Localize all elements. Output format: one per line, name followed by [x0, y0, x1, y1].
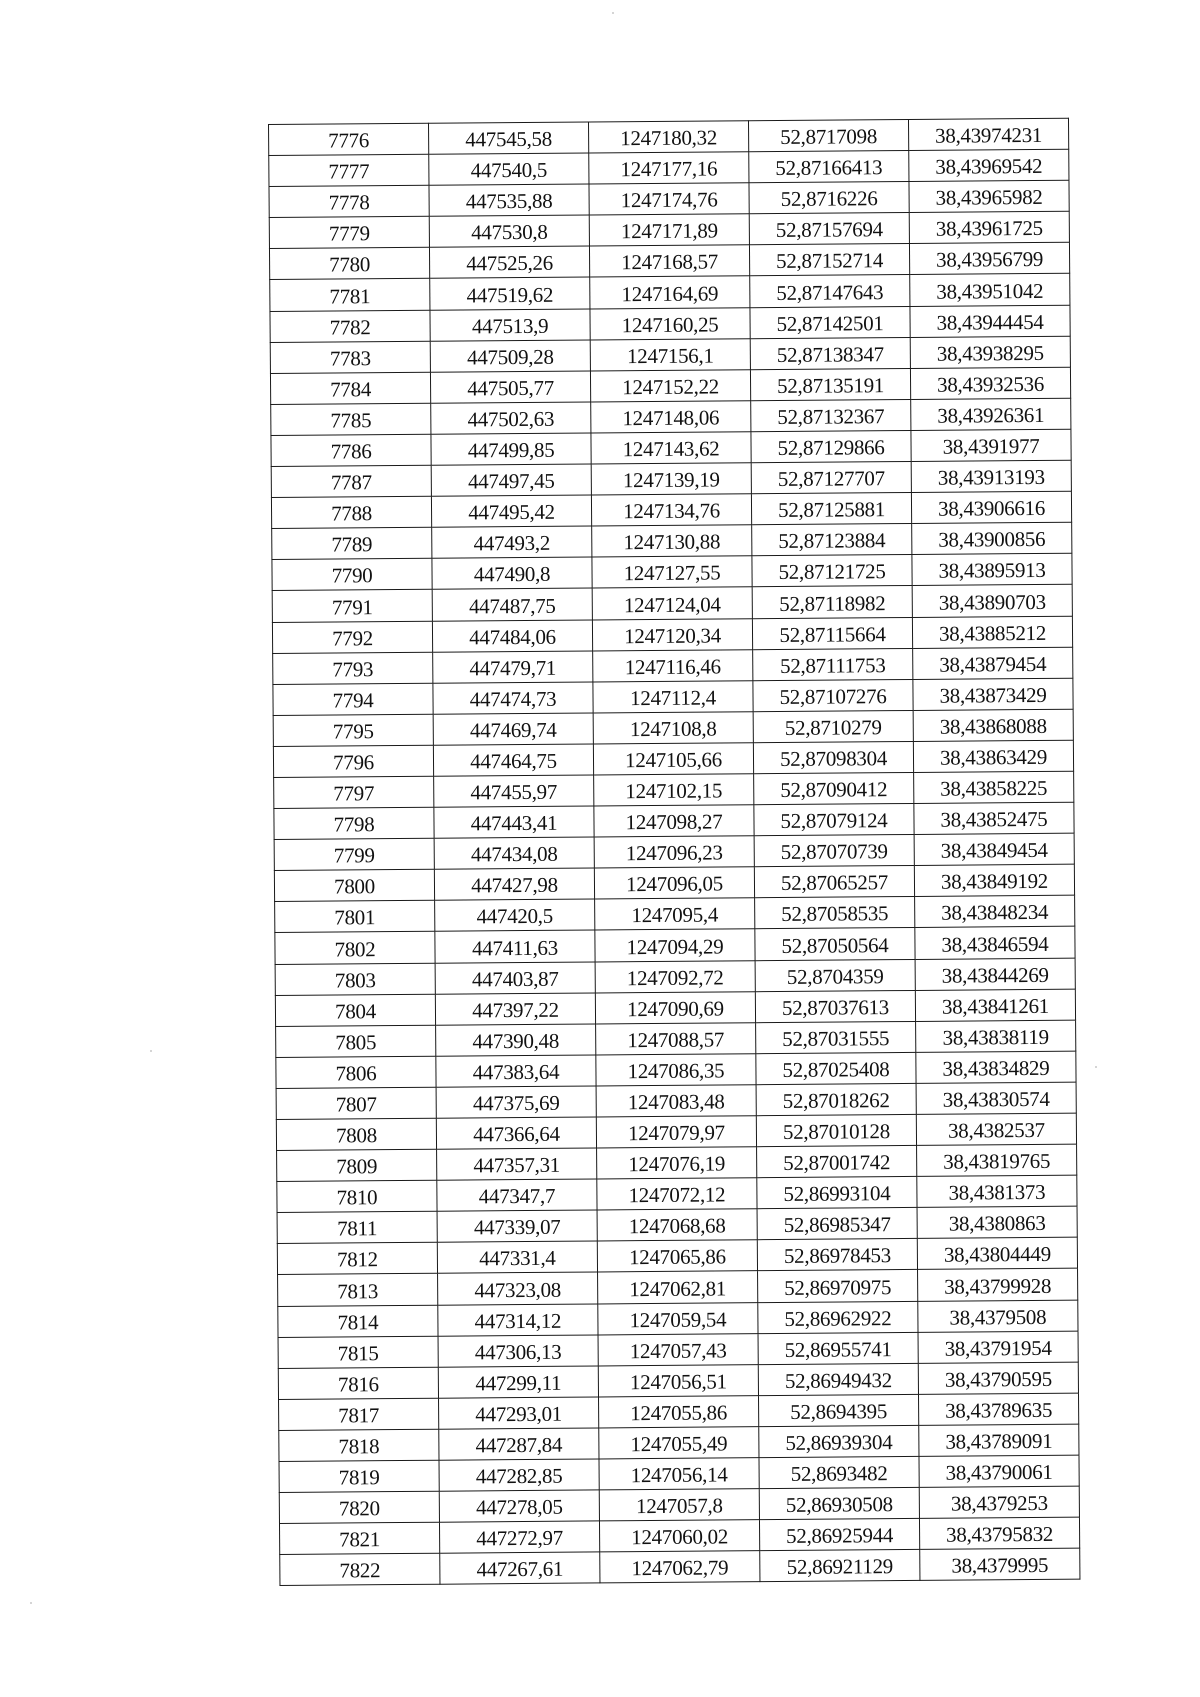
y-coordinate-cell: 1247143,62: [591, 432, 751, 464]
point-number-cell: 7804: [275, 994, 435, 1026]
y-coordinate-cell: 1247120,34: [592, 618, 752, 650]
latitude-cell: 52,87147643: [750, 275, 910, 307]
y-coordinate-cell: 1247076,19: [597, 1147, 757, 1179]
x-coordinate-cell: 447502,63: [431, 402, 591, 434]
y-coordinate-cell: 1247088,57: [596, 1022, 756, 1054]
latitude-cell: 52,87001742: [757, 1146, 917, 1178]
y-coordinate-cell: 1247105,66: [593, 743, 753, 775]
y-coordinate-cell: 1247168,57: [589, 245, 749, 277]
longitude-cell: 38,4391977: [911, 429, 1071, 461]
x-coordinate-cell: 447464,75: [433, 744, 593, 776]
coordinates-table-body: [269, 118, 1080, 1586]
x-coordinate-cell: 447443,41: [434, 806, 594, 838]
y-coordinate-cell: 1247108,8: [593, 711, 753, 743]
point-number-cell: 7780: [269, 248, 429, 280]
x-coordinate-cell: 447411,63: [435, 930, 595, 962]
y-coordinate-cell: 1247148,06: [591, 401, 751, 433]
latitude-cell: 52,87142501: [750, 306, 910, 338]
longitude-cell: 38,43844269: [915, 958, 1075, 990]
y-coordinate-cell: 1247102,15: [594, 774, 754, 806]
point-number-cell: 7789: [272, 527, 432, 559]
x-coordinate-cell: 447474,73: [433, 682, 593, 714]
latitude-cell: 52,87098304: [753, 741, 913, 773]
longitude-cell: 38,43944454: [910, 305, 1070, 337]
point-number-cell: 7816: [278, 1367, 438, 1399]
x-coordinate-cell: 447403,87: [435, 961, 595, 993]
point-number-cell: 7802: [275, 932, 435, 964]
latitude-cell: 52,8693482: [759, 1456, 919, 1488]
y-coordinate-cell: 1247096,05: [594, 867, 754, 899]
y-coordinate-cell: 1247072,12: [597, 1178, 757, 1210]
y-coordinate-cell: 1247057,8: [599, 1489, 759, 1521]
longitude-cell: 38,43795832: [919, 1517, 1079, 1549]
point-number-cell: 7811: [277, 1211, 437, 1243]
latitude-cell: 52,87127707: [751, 461, 911, 493]
latitude-cell: 52,87152714: [749, 244, 909, 276]
point-number-cell: 7776: [269, 123, 429, 155]
longitude-cell: 38,43830574: [916, 1082, 1076, 1114]
y-coordinate-cell: 1247171,89: [589, 214, 749, 246]
latitude-cell: 52,87018262: [756, 1083, 916, 1115]
x-coordinate-cell: 447499,85: [431, 433, 591, 465]
point-number-cell: 7784: [270, 372, 430, 404]
y-coordinate-cell: 1247095,4: [595, 898, 755, 930]
y-coordinate-cell: 1247094,29: [595, 929, 755, 961]
scan-speck: [612, 12, 614, 14]
longitude-cell: 38,4381373: [917, 1175, 1077, 1207]
point-number-cell: 7785: [271, 403, 431, 435]
longitude-cell: 38,43799928: [918, 1269, 1078, 1301]
longitude-cell: 38,43868088: [913, 709, 1073, 741]
x-coordinate-cell: 447267,61: [440, 1552, 600, 1584]
longitude-cell: 38,43895913: [912, 554, 1072, 586]
x-coordinate-cell: 447293,01: [439, 1397, 599, 1429]
latitude-cell: 52,87129866: [751, 430, 911, 462]
point-number-cell: 7791: [272, 590, 432, 622]
y-coordinate-cell: 1247056,51: [598, 1364, 758, 1396]
latitude-cell: 52,87065257: [754, 866, 914, 898]
point-number-cell: 7779: [269, 217, 429, 249]
point-number-cell: 7795: [273, 714, 433, 746]
y-coordinate-cell: 1247174,76: [589, 183, 749, 215]
x-coordinate-cell: 447519,62: [430, 277, 590, 309]
longitude-cell: 38,43951042: [910, 274, 1070, 306]
x-coordinate-cell: 447323,08: [438, 1272, 598, 1304]
x-coordinate-cell: 447427,98: [434, 868, 594, 900]
longitude-cell: 38,43846594: [915, 927, 1075, 959]
longitude-cell: 38,43938295: [910, 336, 1070, 368]
longitude-cell: 38,43906616: [911, 491, 1071, 523]
longitude-cell: 38,43834829: [916, 1051, 1076, 1083]
latitude-cell: 52,87138347: [750, 337, 910, 369]
longitude-cell: 38,4382537: [916, 1113, 1076, 1145]
x-coordinate-cell: 447331,4: [437, 1241, 597, 1273]
y-coordinate-cell: 1247059,54: [598, 1302, 758, 1334]
y-coordinate-cell: 1247112,4: [593, 680, 753, 712]
latitude-cell: 52,8717098: [748, 119, 908, 151]
longitude-cell: 38,43863429: [913, 740, 1073, 772]
latitude-cell: 52,87025408: [756, 1052, 916, 1084]
longitude-cell: 38,43900856: [912, 522, 1072, 554]
latitude-cell: 52,86921129: [760, 1550, 920, 1582]
point-number-cell: 7805: [276, 1025, 436, 1057]
point-number-cell: 7801: [275, 901, 435, 933]
point-number-cell: 7783: [270, 341, 430, 373]
longitude-cell: 38,43841261: [915, 989, 1075, 1021]
longitude-cell: 38,43838119: [916, 1020, 1076, 1052]
y-coordinate-cell: 1247139,19: [591, 463, 751, 495]
point-number-cell: 7798: [274, 807, 434, 839]
y-coordinate-cell: 1247127,55: [592, 556, 752, 588]
scan-speck: [1095, 1066, 1097, 1068]
y-coordinate-cell: 1247124,04: [592, 587, 752, 619]
x-coordinate-cell: 447278,05: [439, 1490, 599, 1522]
point-number-cell: 7822: [280, 1554, 440, 1586]
latitude-cell: 52,87166413: [749, 151, 909, 183]
longitude-cell: 38,43849454: [914, 833, 1074, 865]
x-coordinate-cell: 447357,31: [437, 1148, 597, 1180]
latitude-cell: 52,87111753: [753, 648, 913, 680]
latitude-cell: 52,86930508: [759, 1488, 919, 1520]
latitude-cell: 52,87031555: [756, 1021, 916, 1053]
point-number-cell: 7794: [273, 683, 433, 715]
x-coordinate-cell: 447282,85: [439, 1459, 599, 1491]
point-number-cell: 7777: [269, 154, 429, 186]
x-coordinate-cell: 447455,97: [434, 775, 594, 807]
latitude-cell: 52,87050564: [755, 928, 915, 960]
point-number-cell: 7800: [274, 869, 434, 901]
point-number-cell: 7799: [274, 838, 434, 870]
x-coordinate-cell: 447314,12: [438, 1304, 598, 1336]
y-coordinate-cell: 1247152,22: [590, 369, 750, 401]
point-number-cell: 7810: [277, 1180, 437, 1212]
latitude-cell: 52,86978453: [757, 1239, 917, 1271]
latitude-cell: 52,87070739: [754, 835, 914, 867]
longitude-cell: 38,43849192: [914, 864, 1074, 896]
longitude-cell: 38,43790595: [918, 1362, 1078, 1394]
point-number-cell: 7819: [279, 1460, 439, 1492]
latitude-cell: 52,86925944: [759, 1519, 919, 1551]
x-coordinate-cell: 447493,2: [432, 526, 592, 558]
x-coordinate-cell: 447487,75: [432, 588, 592, 620]
x-coordinate-cell: 447306,13: [438, 1335, 598, 1367]
x-coordinate-cell: 447383,64: [436, 1055, 596, 1087]
latitude-cell: 52,86939304: [759, 1425, 919, 1457]
longitude-cell: 38,43913193: [911, 460, 1071, 492]
x-coordinate-cell: 447495,42: [431, 495, 591, 527]
point-number-cell: 7817: [279, 1398, 439, 1430]
x-coordinate-cell: 447420,5: [435, 899, 595, 931]
point-number-cell: 7788: [271, 496, 431, 528]
point-number-cell: 7818: [279, 1429, 439, 1461]
x-coordinate-cell: 447299,11: [438, 1366, 598, 1398]
point-number-cell: 7796: [273, 745, 433, 777]
latitude-cell: 52,87058535: [755, 897, 915, 929]
x-coordinate-cell: 447375,69: [436, 1086, 596, 1118]
latitude-cell: 52,87132367: [751, 399, 911, 431]
y-coordinate-cell: 1247079,97: [596, 1116, 756, 1148]
longitude-cell: 38,43956799: [909, 243, 1069, 275]
point-number-cell: 7793: [273, 652, 433, 684]
point-number-cell: 7806: [276, 1056, 436, 1088]
x-coordinate-cell: 447490,8: [432, 557, 592, 589]
latitude-cell: 52,87115664: [752, 617, 912, 649]
table-row: [280, 1548, 1080, 1585]
latitude-cell: 52,86993104: [757, 1177, 917, 1209]
x-coordinate-cell: 447397,22: [435, 993, 595, 1025]
latitude-cell: 52,87135191: [750, 368, 910, 400]
x-coordinate-cell: 447287,84: [439, 1428, 599, 1460]
y-coordinate-cell: 1247055,86: [599, 1396, 759, 1428]
y-coordinate-cell: 1247090,69: [595, 991, 755, 1023]
point-number-cell: 7809: [277, 1149, 437, 1181]
x-coordinate-cell: 447535,88: [429, 184, 589, 216]
point-number-cell: 7782: [270, 310, 430, 342]
y-coordinate-cell: 1247180,32: [588, 121, 748, 153]
longitude-cell: 38,43848234: [915, 896, 1075, 928]
longitude-cell: 38,43926361: [911, 398, 1071, 430]
x-coordinate-cell: 447540,5: [429, 153, 589, 185]
longitude-cell: 38,43879454: [913, 647, 1073, 679]
point-number-cell: 7815: [278, 1336, 438, 1368]
latitude-cell: 52,87107276: [753, 679, 913, 711]
point-number-cell: 7778: [269, 185, 429, 217]
longitude-cell: 38,4380863: [917, 1206, 1077, 1238]
x-coordinate-cell: 447434,08: [434, 837, 594, 869]
point-number-cell: 7781: [270, 279, 430, 311]
point-number-cell: 7814: [278, 1305, 438, 1337]
longitude-cell: 38,43789091: [919, 1424, 1079, 1456]
y-coordinate-cell: 1247068,68: [597, 1209, 757, 1241]
x-coordinate-cell: 447484,06: [432, 619, 592, 651]
latitude-cell: 52,87157694: [749, 213, 909, 245]
longitude-cell: 38,43890703: [912, 585, 1072, 617]
longitude-cell: 38,43965982: [909, 180, 1069, 212]
latitude-cell: 52,8694395: [759, 1394, 919, 1426]
longitude-cell: 38,43974231: [908, 118, 1068, 150]
point-number-cell: 7820: [279, 1491, 439, 1523]
y-coordinate-cell: 1247060,02: [599, 1520, 759, 1552]
x-coordinate-cell: 447272,97: [439, 1521, 599, 1553]
y-coordinate-cell: 1247156,1: [590, 338, 750, 370]
y-coordinate-cell: 1247062,79: [600, 1551, 760, 1583]
y-coordinate-cell: 1247062,81: [598, 1271, 758, 1303]
y-coordinate-cell: 1247056,14: [599, 1458, 759, 1490]
latitude-cell: 52,86970975: [758, 1270, 918, 1302]
x-coordinate-cell: 447525,26: [429, 246, 589, 278]
latitude-cell: 52,87037613: [755, 990, 915, 1022]
longitude-cell: 38,43852475: [914, 802, 1074, 834]
y-coordinate-cell: 1247057,43: [598, 1333, 758, 1365]
point-number-cell: 7821: [279, 1522, 439, 1554]
longitude-cell: 38,43791954: [918, 1331, 1078, 1363]
y-coordinate-cell: 1247092,72: [595, 960, 755, 992]
x-coordinate-cell: 447479,71: [433, 651, 593, 683]
y-coordinate-cell: 1247164,69: [590, 276, 750, 308]
longitude-cell: 38,43819765: [917, 1144, 1077, 1176]
latitude-cell: 52,86985347: [757, 1208, 917, 1240]
x-coordinate-cell: 447530,8: [429, 215, 589, 247]
latitude-cell: 52,8704359: [755, 959, 915, 991]
y-coordinate-cell: 1247134,76: [591, 494, 751, 526]
coordinates-table: [268, 118, 1080, 1587]
y-coordinate-cell: 1247083,48: [596, 1085, 756, 1117]
latitude-cell: 52,86949432: [758, 1363, 918, 1395]
latitude-cell: 52,87121725: [752, 555, 912, 587]
longitude-cell: 38,4379995: [920, 1548, 1080, 1580]
x-coordinate-cell: 447509,28: [430, 340, 590, 372]
point-number-cell: 7792: [272, 621, 432, 653]
latitude-cell: 52,86962922: [758, 1301, 918, 1333]
point-number-cell: 7797: [274, 776, 434, 808]
x-coordinate-cell: 447513,9: [430, 309, 590, 341]
y-coordinate-cell: 1247055,49: [599, 1427, 759, 1459]
x-coordinate-cell: 447390,48: [436, 1024, 596, 1056]
latitude-cell: 52,87123884: [752, 524, 912, 556]
y-coordinate-cell: 1247065,86: [597, 1240, 757, 1272]
point-number-cell: 7803: [275, 963, 435, 995]
y-coordinate-cell: 1247098,27: [594, 805, 754, 837]
y-coordinate-cell: 1247130,88: [592, 525, 752, 557]
scan-speck: [150, 1050, 152, 1052]
x-coordinate-cell: 447366,64: [436, 1117, 596, 1149]
y-coordinate-cell: 1247177,16: [589, 152, 749, 184]
longitude-cell: 38,43804449: [917, 1238, 1077, 1270]
latitude-cell: 52,8710279: [753, 710, 913, 742]
longitude-cell: 38,43969542: [909, 149, 1069, 181]
latitude-cell: 52,87125881: [751, 493, 911, 525]
longitude-cell: 38,43789635: [918, 1393, 1078, 1425]
point-number-cell: 7807: [276, 1087, 436, 1119]
longitude-cell: 38,43961725: [909, 211, 1069, 243]
scan-speck: [30, 1602, 32, 1604]
point-number-cell: 7813: [278, 1274, 438, 1306]
point-number-cell: 7790: [272, 559, 432, 591]
x-coordinate-cell: 447347,7: [437, 1179, 597, 1211]
x-coordinate-cell: 447497,45: [431, 464, 591, 496]
point-number-cell: 7808: [276, 1118, 436, 1150]
x-coordinate-cell: 447469,74: [433, 713, 593, 745]
latitude-cell: 52,87079124: [754, 804, 914, 836]
point-number-cell: 7812: [277, 1243, 437, 1275]
y-coordinate-cell: 1247116,46: [593, 649, 753, 681]
y-coordinate-cell: 1247096,23: [594, 836, 754, 868]
x-coordinate-cell: 447545,58: [428, 122, 588, 154]
longitude-cell: 38,43790061: [919, 1455, 1079, 1487]
y-coordinate-cell: 1247160,25: [590, 307, 750, 339]
longitude-cell: 38,4379508: [918, 1300, 1078, 1332]
latitude-cell: 52,87118982: [752, 586, 912, 618]
x-coordinate-cell: 447505,77: [430, 371, 590, 403]
longitude-cell: 38,43885212: [912, 616, 1072, 648]
latitude-cell: 52,87090412: [754, 772, 914, 804]
latitude-cell: 52,87010128: [756, 1114, 916, 1146]
longitude-cell: 38,43873429: [913, 678, 1073, 710]
x-coordinate-cell: 447339,07: [437, 1210, 597, 1242]
longitude-cell: 38,43932536: [910, 367, 1070, 399]
y-coordinate-cell: 1247086,35: [596, 1054, 756, 1086]
longitude-cell: 38,4379253: [919, 1486, 1079, 1518]
latitude-cell: 52,86955741: [758, 1332, 918, 1364]
point-number-cell: 7786: [271, 434, 431, 466]
point-number-cell: 7787: [271, 465, 431, 497]
longitude-cell: 38,43858225: [914, 771, 1074, 803]
latitude-cell: 52,8716226: [749, 182, 909, 214]
